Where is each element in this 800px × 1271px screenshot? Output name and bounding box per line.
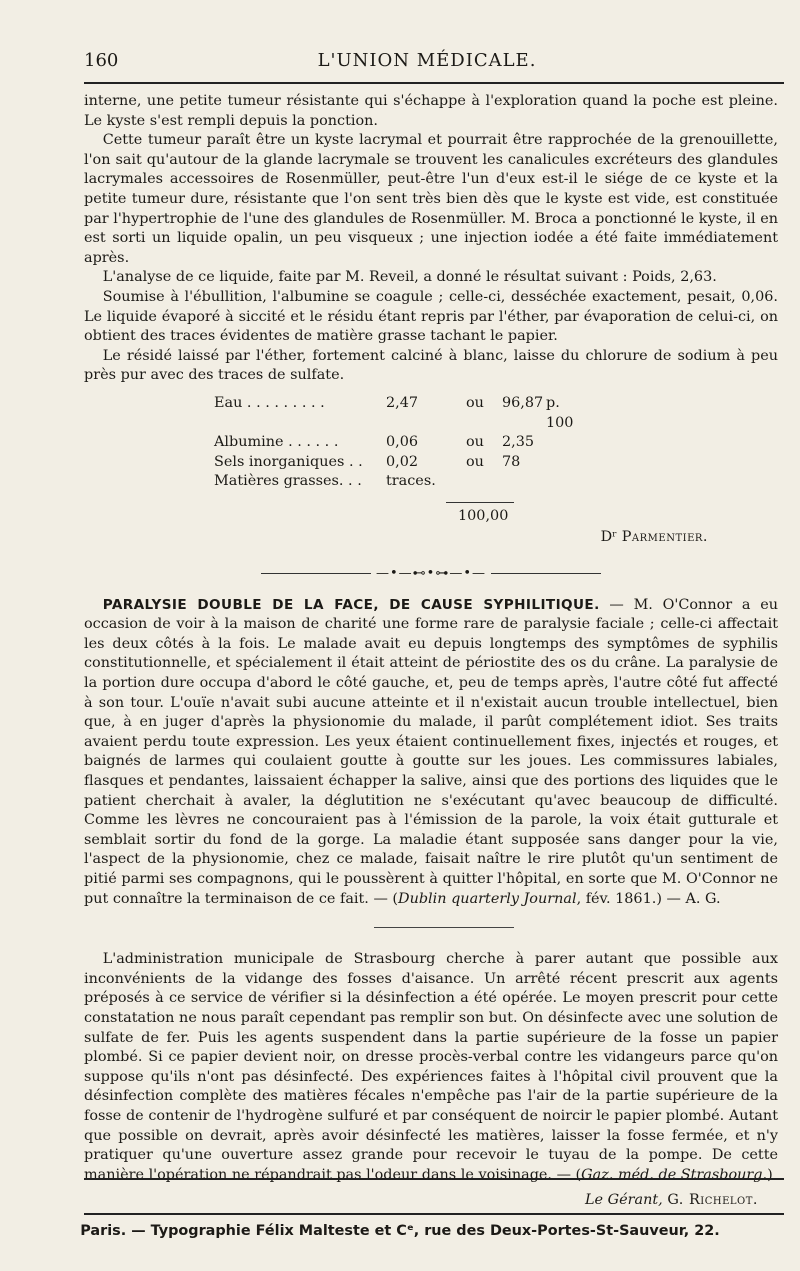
row-value: traces. <box>386 473 436 490</box>
article-heading: PARALYSIE DOUBLE DE LA FACE, DE CAUSE SYPHILITIQUE. <box>102 596 600 613</box>
page-body <box>84 92 778 1185</box>
ornament-line <box>491 573 601 574</box>
running-title: L'UNION MÉDICALE. <box>317 50 537 71</box>
article-source-rest: , fév. 1861.) — A. G. <box>576 890 721 907</box>
paragraph: Le résidé laissé par l'éther, fortement calciné à blanc, laisse du chlorure de sodium à peu près pur avec des traces de sulfate. <box>84 347 778 384</box>
row-sep: ou <box>466 453 484 470</box>
row-value: 0,02 <box>386 453 419 470</box>
table-row <box>214 453 778 473</box>
table-row <box>214 394 778 433</box>
printer-imprint: Paris. — Typographie Félix Malteste et Cᵉ, rue des Deux-Portes-St-Sauveur, 22. <box>80 1223 720 1239</box>
row-percent: 2,35 <box>502 434 535 451</box>
page-header <box>84 44 770 76</box>
section-ornament <box>84 564 778 584</box>
paragraph: interne, une petite tumeur résistante qui s'échappe à l'exploration quand la poche est pleine. Le kyste s'est rempli depuis la ponction. <box>84 93 778 129</box>
table-total: 100,00 <box>458 507 509 524</box>
row-percent: 78 <box>502 453 521 470</box>
header-rule <box>84 82 784 84</box>
row-label: Albumine . . . . . . <box>214 434 339 451</box>
ornament-glyphs: —•—⊷•⊶—•— <box>375 566 486 582</box>
row-label: Matières grasses. . . <box>214 473 362 490</box>
paragraph: L'analyse de ce liquide, faite par M. Reveil, a donné le résultat suivant : Poids, 2,63. <box>102 269 717 286</box>
article-source-rest: ) <box>767 1166 773 1183</box>
article-body: L'administration municipale de Strasbourg cherche à parer autant que possible aux inconvénients de la vidange des fosses d'aisance. Un arrêté récent prescrit aux agents préposés à ce service de vérifier si la désinfection a été opérée. Le moyen prescrit pour cette constatation ne nous paraît cependant pas remplir son but. On désinfecte avec une solution de sulfate de fer. Puis les agents suspendent dans la partie supérieure de la fosse un papier plombé. Si ce papier devient noir, on dresse procès-verbal contre les vidangeurs parce qu'on suppose qu'ils n'ont pas désinfecté. Des expériences faites à l'hôpital civil prouvent que la désinfection complète des matières fécales n'empêche pas l'air de la partie supérieure de la fosse de contenir de l'hydrogène sulfuré et par conséquent de noircir le papier plombé. Autant que possible on devrait, après avoir désinfecté les matières, laisser la fosse fermée, et n'y pratiquer qu'une ouverture assez grande pour recevoir le tuyau de la pompe. De cette manière l'opération ne répandrait pas l'odeur dans le voisinage. — ( <box>84 951 778 1183</box>
row-percent: 96,87 <box>502 394 544 411</box>
signature-name: Parmentier. <box>621 529 708 546</box>
article-source: Gaz. méd. de Strasbourg. <box>581 1166 768 1183</box>
row-label: Sels inorganiques . . <box>214 453 363 470</box>
row-value: 2,47 <box>386 394 419 411</box>
article-paralysie <box>84 596 778 910</box>
page-number: 160 <box>84 50 119 71</box>
row-label: Eau . . . . . . . . . <box>214 394 325 411</box>
article-body: — M. O'Connor a eu occasion de voir à la maison de charité une forme rare de paralysie faciale ; celle-ci affectait les deux côtés à la fois. Le malade avait eu depuis longtemps des symptômes de syphilis constitutionnelle, et spécialement il était atteint de périostite des os du crâne. La paralysie de la portion dure occupa d'abord le côté gauche, et, peu de temps après, l'autre côté fut affecté à son tour. L'ouïe n'avait subi aucune atteinte et il n'existait aucun trouble intellectuel, bien que, à en juger d'après la physionomie du malade, il parût complétement idiot. Ses traits avaient perdu toute expression. Les yeux étaient continuellement fixes, injectés et rouges, et baignés de larmes qui coulaient goutte à goutte sur les joues. Les commissures labiales, flasques et pendantes, laissaient échapper la salive, ainsi que des portions des liquides que le patient cherchait à avaler, la déglutition ne s'exécutant qu'avec beaucoup de difficulté. Comme les lèvres ne concouraient pas à l'émission de la parole, la voix était gutturale et semblait sortir du fond de la gorge. La maladie étant supposée sans danger pour la vie, l'aspect de la physionomie, chez ce malade, faisait naître le rire plutôt qu'un sentiment de pitié parmi ses compagnons, qui le poussèrent à quitter l'hôpital, en sorte que M. O'Connor ne put connaître la terminaison de ce fait. — ( <box>84 596 778 907</box>
row-unit <box>546 453 586 473</box>
row-unit <box>546 433 586 453</box>
row-sep: ou <box>466 394 484 411</box>
article-source: Dublin quarterly Journal <box>398 890 577 907</box>
table-row <box>214 433 778 453</box>
table-row <box>214 472 778 492</box>
footer-rule-lower <box>84 1213 784 1215</box>
paragraph: Soumise à l'ébullition, l'albumine se coagule ; celle-ci, desséchée exactement, pesait, 0,06. Le liquide évaporé à siccité et le résidu étant repris par l'éther, par évaporation de celui-ci, on obtient des traces évidentes de matière grasse tachant le papier. <box>84 288 778 345</box>
author-signature <box>84 528 778 548</box>
article-strasbourg <box>84 950 778 1185</box>
gerant-name: G. Richelot. <box>667 1192 758 1208</box>
gerant-label: Le Gérant, <box>585 1192 663 1208</box>
row-value: 0,06 <box>386 434 419 451</box>
ornament-line <box>261 573 371 574</box>
total-rule <box>446 502 514 503</box>
row-sep: ou <box>466 434 484 451</box>
row-unit: p. 100 <box>546 394 574 431</box>
paragraph: Cette tumeur paraît être un kyste lacrymal et pourrait être rapprochée de la grenouillette, l'on sait qu'autour de la glande lacrymale se trouvent les canalicules excréteurs des glandules lacrymales accessoires de Rosenmüller, peut-être l'un d'eux est-il le siége de ce kyste et la petite tumeur dure, résistante que l'on sent très bien dès que le kyste est vide, est constituée par l'hypertrophie de l'une des glandules de Rosenmüller. M. Broca a ponctionné le kyste, il en est sorti un liquide opalin, un peu visqueux ; une injection iodée a été faite immédiatement après. <box>84 132 778 266</box>
signature-prefix: Dʳ <box>600 529 618 546</box>
gerant-line <box>585 1192 758 1208</box>
analysis-table <box>214 394 778 492</box>
footer-rule <box>84 1178 784 1180</box>
